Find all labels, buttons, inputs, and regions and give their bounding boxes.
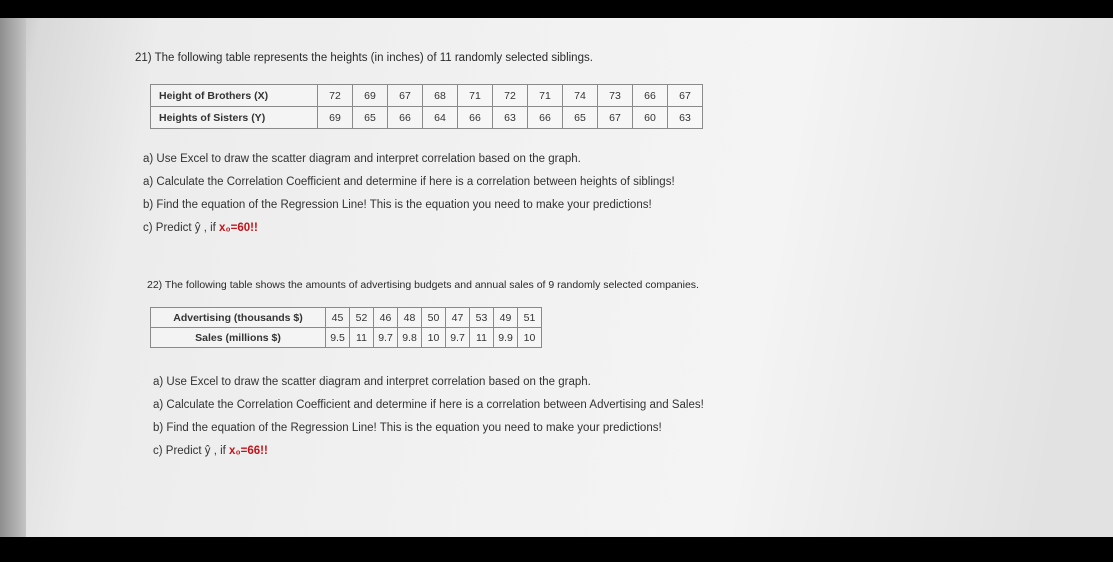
q22-x-cell: 51 (518, 308, 542, 328)
top-black-bar (0, 0, 1113, 18)
q21-table (150, 84, 703, 129)
q21-item-a2: a) Calculate the Correlation Coefficient and determine if here is a correlation between heights of siblings! (143, 176, 675, 188)
q21-title: 21) The following table represents the heights (in inches) of 11 randomly selected siblings. (135, 52, 593, 64)
q21-y-cell: 66 (458, 107, 493, 129)
bottom-black-bar (0, 537, 1113, 562)
q22-x-cell: 52 (350, 308, 374, 328)
q22-y-cell: 10 (422, 328, 446, 348)
q21-row2-label: Heights of Sisters (Y) (151, 107, 318, 129)
q22-row2-label: Sales (millions $) (151, 328, 326, 348)
q21-x-cell: 73 (598, 85, 633, 107)
q21-x-cell: 69 (353, 85, 388, 107)
q21-x-cell: 72 (493, 85, 528, 107)
q22-predict-prefix: c) Predict ŷ , if (153, 445, 230, 457)
q21-y-cell: 66 (388, 107, 423, 129)
q22-row1-label: Advertising (thousands $) (151, 308, 326, 328)
q21-x-cell: 71 (458, 85, 493, 107)
q21-x-cell: 67 (388, 85, 423, 107)
q21-x-cell: 74 (563, 85, 598, 107)
q22-item-c (153, 445, 268, 457)
q22-item-a1: a) Use Excel to draw the scatter diagram and interpret correlation based on the graph. (153, 376, 591, 388)
q21-x-cell: 68 (423, 85, 458, 107)
q21-x-cell: 71 (528, 85, 563, 107)
q21-predict-value: x₀=60!! (219, 222, 258, 234)
q22-x-cell: 46 (374, 308, 398, 328)
q22-y-cell: 9.7 (374, 328, 398, 348)
q21-y-cell: 63 (493, 107, 528, 129)
q21-x-cell: 66 (633, 85, 668, 107)
q22-predict-value: x₀=66!! (229, 445, 268, 457)
q21-y-cell: 65 (353, 107, 388, 129)
q21-y-cell: 60 (633, 107, 668, 129)
q21-item-b: b) Find the equation of the Regression Line! This is the equation you need to make your predictions! (143, 199, 652, 211)
q22-y-cell: 11 (350, 328, 374, 348)
q21-item-c (143, 222, 258, 234)
q21-y-cell: 65 (563, 107, 598, 129)
q22-y-cell: 9.5 (326, 328, 350, 348)
q22-x-cell: 53 (470, 308, 494, 328)
q22-x-cell: 50 (422, 308, 446, 328)
q22-y-cell: 10 (518, 328, 542, 348)
q21-y-cell: 69 (318, 107, 353, 129)
q22-x-cell: 45 (326, 308, 350, 328)
q21-item-a1: a) Use Excel to draw the scatter diagram and interpret correlation based on the graph. (143, 153, 581, 165)
q21-predict-prefix: c) Predict ŷ , if (143, 222, 220, 234)
q22-x-cell: 49 (494, 308, 518, 328)
q21-row1-label: Height of Brothers (X) (151, 85, 318, 107)
q22-table (150, 307, 542, 348)
q21-y-cell: 67 (598, 107, 633, 129)
q22-item-a2: a) Calculate the Correlation Coefficient and determine if here is a correlation between Advertising and Sales! (153, 399, 704, 411)
q21-x-cell: 72 (318, 85, 353, 107)
q21-x-cell: 67 (668, 85, 703, 107)
q22-y-cell: 9.7 (446, 328, 470, 348)
q22-x-cell: 48 (398, 308, 422, 328)
q22-item-b: b) Find the equation of the Regression Line! This is the equation you need to make your predictions! (153, 422, 662, 434)
left-shadow (0, 18, 26, 537)
q21-y-cell: 63 (668, 107, 703, 129)
q22-title: 22) The following table shows the amounts of advertising budgets and annual sales of 9 randomly selected companies. (147, 279, 699, 291)
q22-y-cell: 9.8 (398, 328, 422, 348)
q21-y-cell: 64 (423, 107, 458, 129)
q22-y-cell: 9.9 (494, 328, 518, 348)
q22-y-cell: 11 (470, 328, 494, 348)
q21-y-cell: 66 (528, 107, 563, 129)
q22-x-cell: 47 (446, 308, 470, 328)
